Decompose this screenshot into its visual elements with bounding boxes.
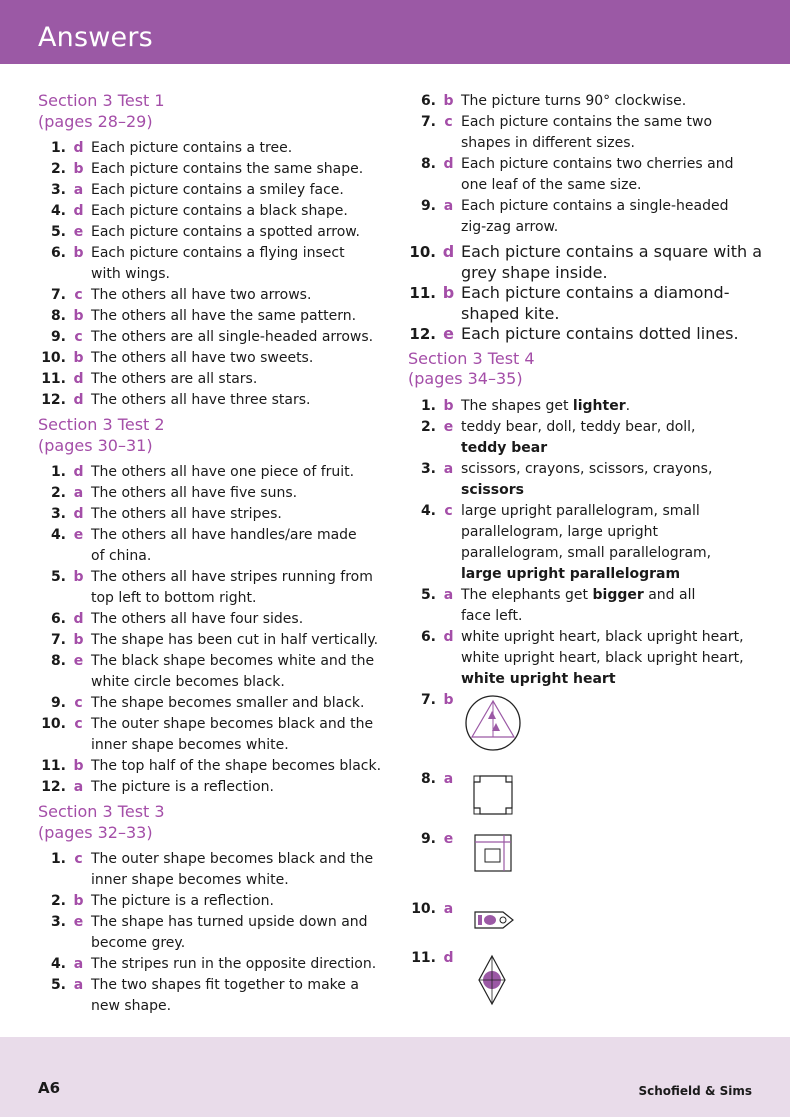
answer-item xyxy=(38,504,390,525)
publisher-name: Schofield & Sims xyxy=(638,1084,752,1098)
answer-item xyxy=(38,243,390,285)
answer-item xyxy=(408,585,758,627)
answer-letter: d xyxy=(443,950,454,966)
answer-number: 11. xyxy=(411,950,436,966)
answer-number: 12. xyxy=(409,325,436,343)
answer-item xyxy=(408,417,758,459)
section-pages: (pages 28–29) xyxy=(38,111,153,131)
answer-text-part: The elephants get xyxy=(461,586,593,603)
answer-letter: a xyxy=(73,779,84,795)
section-title: Section 3 Test 4 xyxy=(408,348,535,368)
section-title: Section 3 Test 1 xyxy=(38,91,165,110)
answer-line: The others all have three stars. xyxy=(91,392,311,408)
answer-line: The others all have one piece of fruit. xyxy=(91,464,355,480)
answer-letter: a xyxy=(443,460,454,477)
answer-item xyxy=(38,180,390,201)
answer-letter: d xyxy=(73,392,84,408)
answer-number: 2. xyxy=(50,893,66,909)
answer-item xyxy=(38,912,390,954)
section-heading-test-2 xyxy=(38,415,390,456)
answer-number: 6. xyxy=(50,611,66,627)
answer-item xyxy=(38,954,390,975)
answer-letter: b xyxy=(73,569,84,585)
answer-text xyxy=(91,462,390,483)
answer-bold: scissors xyxy=(461,481,524,498)
answer-item xyxy=(408,501,758,585)
answer-line: Each picture contains a single-headed xyxy=(461,198,729,214)
answer-item xyxy=(38,201,390,222)
section-heading-test-1 xyxy=(38,91,390,132)
answer-line: Each picture contains a black shape. xyxy=(91,203,348,219)
answer-line: The others all have handles/are made xyxy=(91,527,357,543)
answer-text xyxy=(91,285,390,306)
answer-letter: a xyxy=(443,198,454,214)
answer-letter: a xyxy=(73,956,84,972)
answer-text xyxy=(461,112,758,154)
answer-number: 9. xyxy=(420,198,436,214)
answer-bold: white upright heart xyxy=(461,670,616,687)
answer-line: The stripes run in the opposite direction. xyxy=(91,956,377,972)
answer-number: 1. xyxy=(50,140,66,156)
answer-bold: bigger xyxy=(592,586,644,603)
answer-line: Each picture contains dotted lines. xyxy=(461,324,739,343)
answer-item xyxy=(408,459,758,501)
answer-list-test-4 xyxy=(408,396,758,690)
answer-item xyxy=(38,756,390,777)
answer-item xyxy=(38,222,390,243)
answer-item xyxy=(38,630,390,651)
answer-item xyxy=(38,285,390,306)
answer-bold: teddy bear xyxy=(461,439,548,456)
answer-line: shaped kite. xyxy=(461,303,560,323)
answer-line: Each picture contains a flying insect xyxy=(91,245,345,261)
framed-square-figure xyxy=(474,834,512,872)
figure-answer-11 xyxy=(408,950,461,966)
answer-letter: b xyxy=(73,758,84,774)
answer-line: The others all have two sweets. xyxy=(91,350,314,366)
answer-number: 7. xyxy=(50,632,66,648)
answer-letter: a xyxy=(73,485,84,501)
answer-item xyxy=(38,693,390,714)
page-title: Answers xyxy=(38,22,153,53)
answer-line: of china. xyxy=(91,548,152,564)
figure-answer-9 xyxy=(408,831,461,847)
answer-line: inner shape becomes white. xyxy=(91,737,289,753)
answer-item xyxy=(38,777,390,798)
answer-letter: b xyxy=(73,245,84,261)
answer-letter: b xyxy=(443,93,454,109)
answer-number: 10. xyxy=(409,243,436,261)
answer-number: 12. xyxy=(41,779,66,795)
answer-item xyxy=(408,283,758,324)
answer-number: 11. xyxy=(41,371,66,387)
answer-text xyxy=(461,417,758,459)
answer-line: The shape has been cut in half vertically. xyxy=(91,632,379,648)
answer-number: 10. xyxy=(411,901,436,917)
answer-text xyxy=(461,501,758,585)
answer-number: 8. xyxy=(50,653,66,669)
answer-text xyxy=(91,201,390,222)
answer-text xyxy=(91,159,390,180)
answer-line: white upright heart, black upright heart, xyxy=(461,649,744,666)
answer-number: 10. xyxy=(41,716,66,732)
answer-item xyxy=(408,154,758,196)
answer-line: Each picture contains the same two xyxy=(461,114,713,130)
answer-item xyxy=(38,651,390,693)
answer-line: parallelogram, large upright xyxy=(461,523,658,540)
answer-number: 7. xyxy=(420,692,436,708)
answer-letter: a xyxy=(443,901,454,917)
answer-text xyxy=(461,324,758,345)
answer-line: The others are all single-headed arrows. xyxy=(91,329,374,345)
answer-letter: e xyxy=(443,418,454,435)
answer-letter: a xyxy=(73,977,84,993)
answer-text xyxy=(91,609,390,630)
answer-text xyxy=(91,693,390,714)
answer-text xyxy=(91,954,390,975)
answer-line: The shape becomes smaller and black. xyxy=(91,695,365,711)
answer-number: 9. xyxy=(50,329,66,345)
answer-letter: e xyxy=(73,527,84,543)
answer-line: The outer shape becomes black and the xyxy=(91,851,374,867)
answer-text xyxy=(461,196,758,238)
answer-item xyxy=(38,525,390,567)
answer-number: 5. xyxy=(50,977,66,993)
answer-line: The others are all stars. xyxy=(91,371,258,387)
answer-item xyxy=(38,609,390,630)
answer-text xyxy=(91,756,390,777)
answer-text xyxy=(461,154,758,196)
answer-item xyxy=(408,91,758,112)
answer-text xyxy=(91,975,390,1017)
answer-text xyxy=(91,138,390,159)
answer-letter: e xyxy=(443,324,454,343)
answer-bold: large upright parallelogram xyxy=(461,565,681,582)
answer-list-test-2 xyxy=(38,462,390,798)
answer-line: one leaf of the same size. xyxy=(461,177,642,193)
answer-letter: a xyxy=(73,182,84,198)
page-number: A6 xyxy=(38,1079,61,1097)
answer-number: 3. xyxy=(50,506,66,522)
answer-list-test-1 xyxy=(38,138,390,411)
answer-number: 9. xyxy=(50,695,66,711)
answer-letter: c xyxy=(74,329,83,345)
answer-item xyxy=(408,627,758,690)
tag-shape-figure xyxy=(473,910,515,930)
answer-letter: c xyxy=(74,716,83,732)
answer-number: 4. xyxy=(420,502,436,519)
answer-text xyxy=(91,567,390,609)
answer-line: The others all have five suns. xyxy=(91,485,298,501)
answer-item xyxy=(38,483,390,504)
answer-item xyxy=(38,714,390,756)
answer-line: The others all have four sides. xyxy=(91,611,304,627)
answer-line: The others all have stripes running from xyxy=(91,569,373,585)
answer-letter: d xyxy=(443,156,454,172)
answer-number: 1. xyxy=(50,464,66,480)
answer-letter: d xyxy=(73,611,84,627)
answer-letter: d xyxy=(73,464,84,480)
answer-item xyxy=(408,112,758,154)
answer-item xyxy=(408,324,758,345)
answer-number: 4. xyxy=(50,956,66,972)
answer-line: Each picture contains the same shape. xyxy=(91,161,364,177)
answer-letter: b xyxy=(442,283,455,302)
answer-line: The shape has turned upside down and xyxy=(91,914,368,930)
answer-line: top left to bottom right. xyxy=(91,590,257,606)
answer-text xyxy=(461,242,762,283)
answer-line: Each picture contains a smiley face. xyxy=(91,182,344,198)
answer-text xyxy=(91,222,390,243)
answer-text xyxy=(91,525,390,567)
answer-item xyxy=(38,567,390,609)
answer-number: 8. xyxy=(50,308,66,324)
answer-letter: b xyxy=(443,692,454,708)
answer-line: scissors, crayons, scissors, crayons, xyxy=(461,460,713,477)
answer-letter: e xyxy=(73,914,84,930)
answer-line: become grey. xyxy=(91,935,186,951)
answer-number: 5. xyxy=(50,224,66,240)
answer-item xyxy=(408,242,763,283)
answer-line: The picture is a reflection. xyxy=(91,779,274,795)
answer-letter: e xyxy=(443,831,454,847)
section-pages: (pages 30–31) xyxy=(38,435,153,455)
answer-item xyxy=(38,891,390,912)
answer-text xyxy=(91,714,390,756)
answer-number: 8. xyxy=(420,156,436,172)
figure-answer-10 xyxy=(408,901,461,917)
answer-number: 9. xyxy=(420,831,436,847)
answer-text xyxy=(91,777,390,798)
answer-item xyxy=(38,327,390,348)
answer-number: 8. xyxy=(420,771,436,787)
section-pages: (pages 34–35) xyxy=(408,369,523,388)
answer-item xyxy=(38,462,390,483)
answer-number: 7. xyxy=(50,287,66,303)
answer-line: white circle becomes black. xyxy=(91,674,285,690)
answer-letter: b xyxy=(443,397,454,414)
answer-number: 5. xyxy=(50,569,66,585)
answer-number: 1. xyxy=(420,397,436,414)
answer-line: inner shape becomes white. xyxy=(91,872,289,888)
answer-number: 11. xyxy=(409,284,436,302)
answer-line: The others all have stripes. xyxy=(91,506,282,522)
answer-letter: c xyxy=(444,114,453,130)
figure-answer-8 xyxy=(408,771,461,787)
answer-letter: d xyxy=(442,242,455,261)
answer-line: The outer shape becomes black and the xyxy=(91,716,374,732)
right-column xyxy=(408,91,763,694)
answer-item xyxy=(38,348,390,369)
answer-line: white upright heart, black upright heart, xyxy=(461,628,744,645)
answer-text xyxy=(91,348,390,369)
answer-text xyxy=(91,306,390,327)
answer-text xyxy=(91,849,390,891)
answer-text xyxy=(91,630,390,651)
answer-letter: b xyxy=(73,350,84,366)
figure-answer-7 xyxy=(408,692,461,708)
answer-text xyxy=(91,390,390,411)
answer-number: 10. xyxy=(41,350,66,366)
answer-line: The picture turns 90° clockwise. xyxy=(461,93,687,109)
answer-letter: c xyxy=(74,851,83,867)
answer-number: 2. xyxy=(420,418,436,435)
answer-item xyxy=(38,369,390,390)
answer-line: shapes in different sizes. xyxy=(461,135,636,151)
answer-text xyxy=(91,369,390,390)
answer-letter: a xyxy=(443,586,454,603)
answer-number: 11. xyxy=(41,758,66,774)
answer-line: Each picture contains a square with a xyxy=(461,242,763,261)
answer-line: grey shape inside. xyxy=(461,262,608,282)
answer-text xyxy=(91,912,390,954)
notched-square-figure xyxy=(472,774,514,816)
answer-letter: d xyxy=(73,506,84,522)
footer-bar xyxy=(0,1037,790,1117)
answer-letter: a xyxy=(443,771,454,787)
answer-bold: lighter xyxy=(572,397,626,414)
answer-item xyxy=(38,159,390,180)
answer-letter: b xyxy=(73,308,84,324)
section-heading-test-4 xyxy=(408,349,758,390)
answer-letter: d xyxy=(73,203,84,219)
answer-number: 4. xyxy=(50,203,66,219)
section-heading-test-3 xyxy=(38,802,390,843)
answer-number: 1. xyxy=(50,851,66,867)
answer-letter: b xyxy=(73,161,84,177)
answer-list-test-3-large xyxy=(408,242,763,345)
answer-text xyxy=(91,483,390,504)
answer-item xyxy=(408,396,758,417)
answer-line: with wings. xyxy=(91,266,170,282)
left-column xyxy=(38,91,390,1021)
answer-text xyxy=(461,585,758,627)
answer-text xyxy=(461,91,758,112)
answer-line: zig-zag arrow. xyxy=(461,219,559,235)
answer-number: 6. xyxy=(420,628,436,645)
answer-line: Each picture contains a tree. xyxy=(91,140,293,156)
answer-line: parallelogram, small parallelogram, xyxy=(461,544,712,561)
answer-number: 7. xyxy=(420,114,436,130)
answer-line: The others all have two arrows. xyxy=(91,287,312,303)
answer-text xyxy=(91,504,390,525)
answer-line: Each picture contains a spotted arrow. xyxy=(91,224,360,240)
answer-text-part: and all xyxy=(643,586,696,603)
answer-line: Each picture contains two cherries and xyxy=(461,156,734,172)
answer-text-part: The shapes get xyxy=(461,397,573,414)
answer-text-part: . xyxy=(625,397,631,414)
answer-letter: b xyxy=(73,632,84,648)
answer-number: 12. xyxy=(41,392,66,408)
section-pages: (pages 32–33) xyxy=(38,822,153,842)
answer-line: The others all have the same pattern. xyxy=(91,308,357,324)
answer-text xyxy=(91,180,390,201)
answer-line: new shape. xyxy=(91,998,172,1014)
answer-item xyxy=(38,975,390,1017)
answer-letter: d xyxy=(73,371,84,387)
answer-letter: c xyxy=(74,695,83,711)
answer-number: 5. xyxy=(420,586,436,603)
answer-text xyxy=(461,627,758,690)
answer-number: 3. xyxy=(50,914,66,930)
answer-item xyxy=(38,138,390,159)
answer-line: The top half of the shape becomes black. xyxy=(91,758,382,774)
answer-letter: c xyxy=(444,502,453,519)
answer-number: 6. xyxy=(50,245,66,261)
answer-text xyxy=(461,396,758,417)
answer-number: 3. xyxy=(50,182,66,198)
diamond-kite-figure xyxy=(477,954,507,1006)
answer-number: 3. xyxy=(420,460,436,477)
answer-line: large upright parallelogram, small xyxy=(461,502,700,519)
answer-line: teddy bear, doll, teddy bear, doll, xyxy=(461,418,696,435)
answer-item xyxy=(38,306,390,327)
answer-text xyxy=(461,459,758,501)
answer-letter: d xyxy=(443,628,454,645)
answer-letter: d xyxy=(73,140,84,156)
answer-number: 4. xyxy=(50,527,66,543)
answer-letter: e xyxy=(73,224,84,240)
section-title: Section 3 Test 2 xyxy=(38,415,165,434)
answer-text xyxy=(91,327,390,348)
answer-letter: e xyxy=(73,653,84,669)
answer-text xyxy=(461,283,758,324)
answer-item xyxy=(38,390,390,411)
answer-item xyxy=(408,196,758,238)
answer-text xyxy=(91,891,390,912)
answer-line: Each picture contains a diamond- xyxy=(461,283,730,302)
answer-letter: b xyxy=(73,893,84,909)
answer-letter: c xyxy=(74,287,83,303)
answer-item xyxy=(38,849,390,891)
circle-triangle-figure xyxy=(464,694,522,752)
answer-text xyxy=(91,651,390,693)
answer-list-test-3 xyxy=(38,849,390,1017)
section-title: Section 3 Test 3 xyxy=(38,802,165,821)
answer-number: 6. xyxy=(420,93,436,109)
answer-list-test-3-continued xyxy=(408,91,758,238)
answer-number: 2. xyxy=(50,485,66,501)
answer-line: The black shape becomes white and the xyxy=(91,653,375,669)
answer-text xyxy=(91,243,390,285)
answer-line: The picture is a reflection. xyxy=(91,893,274,909)
answer-line: The two shapes fit together to make a xyxy=(91,977,359,993)
answer-line: face left. xyxy=(461,607,523,624)
answer-number: 2. xyxy=(50,161,66,177)
